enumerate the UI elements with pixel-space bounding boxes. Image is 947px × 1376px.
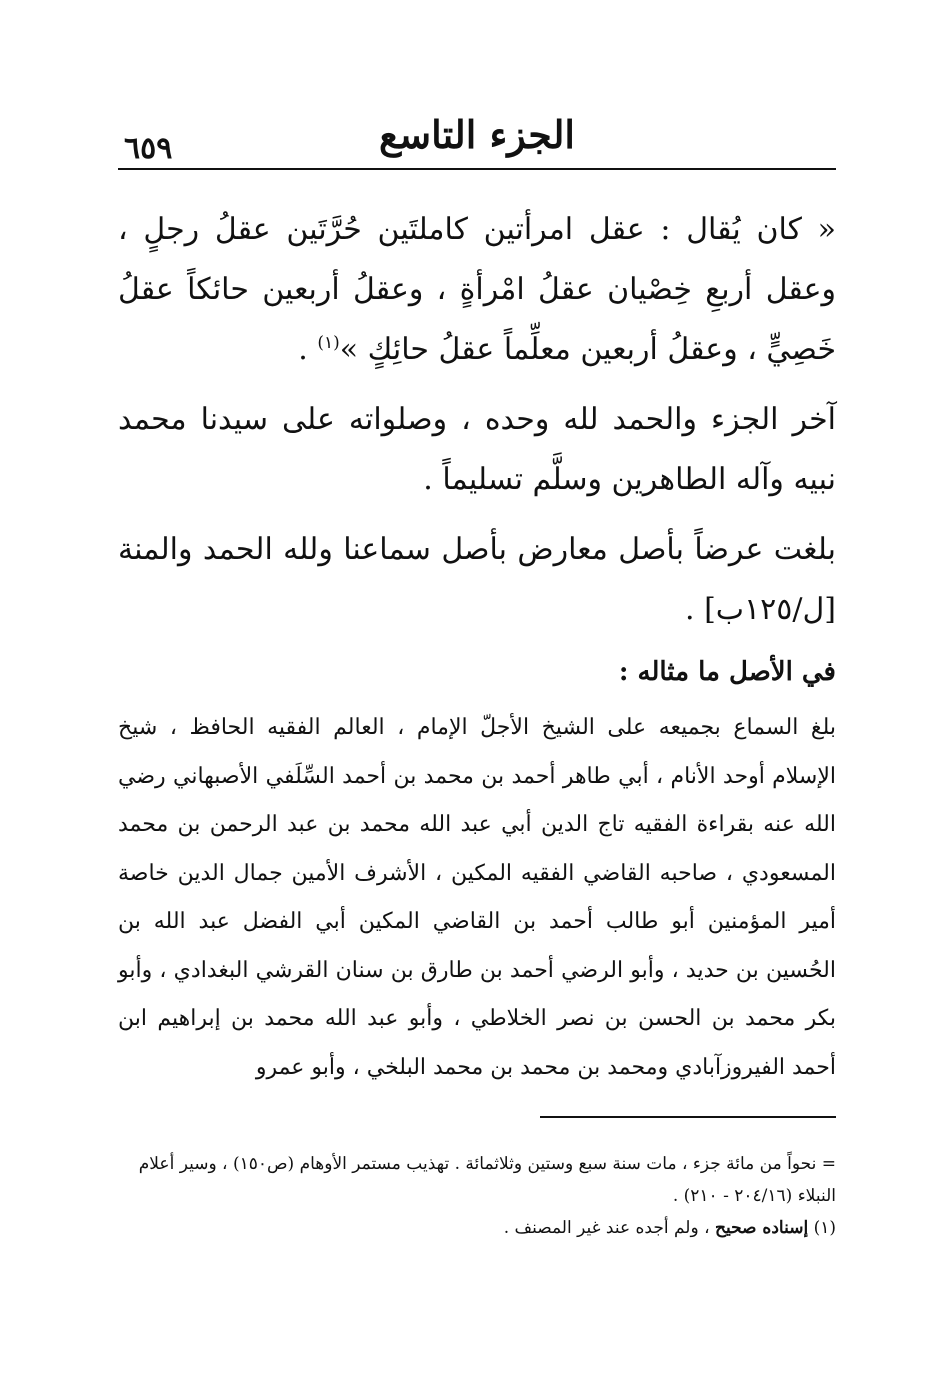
closing-paragraph: آخر الجزء والحمد لله وحده ، وصلواته على سيدنا محمد نبيه وآله الطاهرين وسلَّم تسليماً . (118, 402, 836, 497)
header-rule (118, 168, 836, 170)
footnote-1-marker: (١) (813, 1218, 836, 1238)
samaa-paragraph: بلغ السماع بجميعه على الشيخ الأجلّ الإمام ، العالم الفقيه الحافظ ، شيخ الإسلام أوحد الأنام ، أبي طاهر أحمد بن محمد بن أحمد السِّلَفي الأصبهاني رضي الله عنه بقراءة الفقيه تاج الدين أبي عبد الله محمد بن عبد الرحمن بن محمد المسعودي ، صاحبه القاضي الفقيه المكين ، الأشرف الأمين جمال الدين خاصة أمير المؤمنين أبو طالب أحمد بن القاضي المكين أبي الفضل عبد الله بن الحُسين بن حديد ، وأبو الرضي أحمد بن طارق بن سنان القرشي البغدادي ، وأبو بكر محمد بن الحسن بن نصر الخلاطي ، وأبو عبد الله محمد بن إبراهيم ابن أحمد الفيروزآبادي ومحمد بن محمد بن محمد البلخي ، وأبو عمرو (118, 715, 836, 1080)
page-number: ٦٥٩ (124, 131, 173, 166)
quote-paragraph (118, 200, 836, 380)
collation-paragraph: بلغت عرضاً بأصل معارض بأصل سماعنا ولله الحمد والمنة [ل/١٢٥ب] . (118, 532, 836, 627)
quote-tail: . (298, 332, 318, 367)
main-text (118, 200, 836, 1092)
section-heading: في الأصل ما مثاله : (618, 657, 836, 687)
footnote-reference: (١) (317, 333, 340, 353)
running-title: الجزء التاسع (379, 112, 575, 157)
footnote-1-bold: إسناده صحيح (714, 1218, 809, 1238)
footnote-1-rest: ، ولم أجده عند غير المصنف . (503, 1218, 715, 1238)
page-header (118, 112, 836, 170)
quote-text: « كان يُقال : عقل امرأتين كاملتَين حُرَّتَين عقلُ رجلٍ ، وعقل أربعِ خِصْيان عقلُ امْرأةٍ ، وعقلُ أربعين حائكاً عقلُ خَصِيٍّ ، وعقلُ أربعين معلِّماً عقلُ حائِكٍ » (118, 212, 836, 367)
footnote-1 (118, 1212, 836, 1244)
footnote-continuation: = نحواً من مائة جزء ، مات سنة سبع وستين وثلاثمائة . تهذيب مستمر الأوهام (ص١٥٠) ، وسير أعلام النبلاء (٢٠٤/١٦ - ٢١٠) . (138, 1154, 836, 1206)
footnote-rule (540, 1116, 836, 1118)
footnotes (118, 1148, 836, 1244)
